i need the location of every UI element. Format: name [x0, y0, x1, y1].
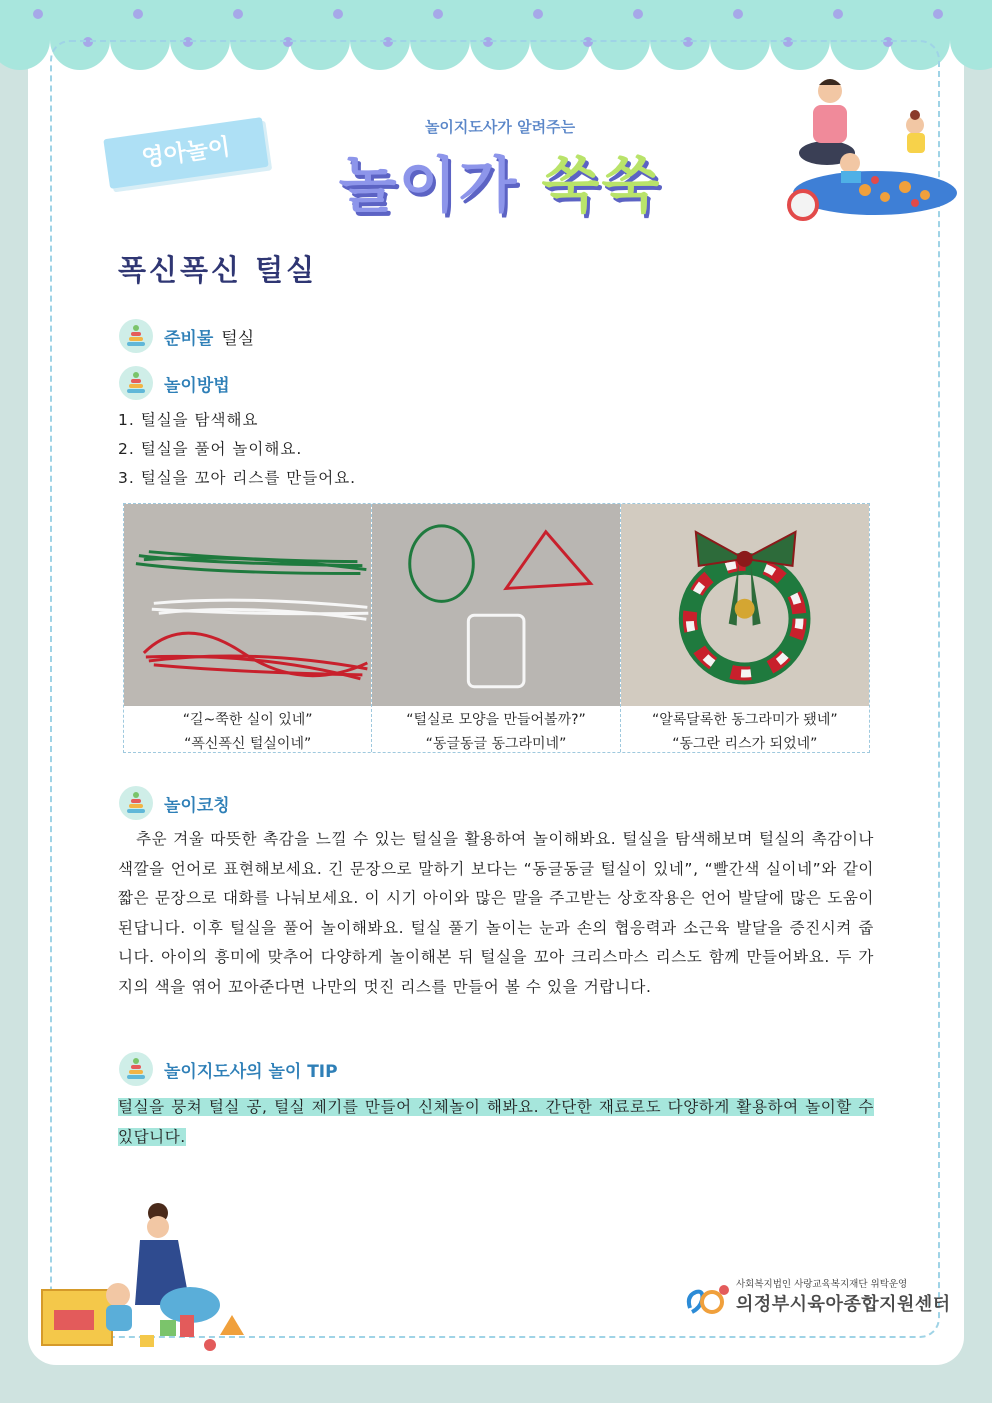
category-tag: 영아놀이 [103, 117, 268, 189]
wreath-photo [621, 504, 869, 706]
toy-stack-icon [118, 785, 154, 821]
photo-caption: “폭신폭신 털실이네” [184, 735, 312, 752]
yarn-strands-photo [124, 504, 371, 706]
photo-caption: “동글동글 동그라미네” [425, 735, 567, 752]
photo-cell [124, 504, 372, 752]
org-logo-icon [684, 1278, 732, 1318]
coaching-section [118, 785, 230, 821]
toy-stack-icon [118, 1051, 154, 1087]
footer-illustration [40, 1195, 250, 1365]
method-section [118, 365, 230, 401]
photo-caption: “털실로 모양을 만들어볼까?” [406, 711, 586, 728]
method-heading: 놀이방법 [164, 375, 230, 396]
method-step: 1. 털실을 탐색해요 [118, 411, 259, 429]
document-title: 폭신폭신 털실 [118, 253, 318, 287]
method-step: 3. 털실을 꼬아 리스를 만들어요. [118, 469, 357, 487]
coaching-body: 추운 겨울 따뜻한 촉감을 느낄 수 있는 털실을 활용하여 놀이해봐요. 털실을 탐색해보며 털실의 촉감이나 색깔을 언어로 표현해보세요. 긴 문장으로 말하기 보다는 “동글동글 털실이 있네”, “빨간색 실이네”와 같이 짧은 문장으로 대화를 나눠보세요. 이 시기 아이와 많은 말을 주고받는 상호작용은 언어 발달에 많은 도움이 된답니다. 이후 털실을 풀어 놀이해봐요. 털실 풀기 놀이는 눈과 손의 협응력과 소근육 발달을 증진시켜 줍니다. 아이의 흥미에 맞추어 다양하게 놀이해본 뒤 털실을 꼬아 크리스마스 리스도 함께 만들어봐요. 두 가지의 색을 엮어 꼬아준다면 나만의 멋진 리스를 만들어 볼 수 있을 거랍니다. [118, 830, 874, 996]
tip-heading: 놀이지도사의 놀이 TIP [164, 1061, 338, 1082]
org-name: 의정부시육아종합지원센터 [736, 1294, 951, 1315]
coaching-heading: 놀이코칭 [164, 795, 230, 816]
photo-table [123, 503, 870, 753]
photo-caption: “동그란 리스가 되었네” [672, 736, 818, 753]
toy-stack-icon [118, 318, 154, 354]
header-title-part1: 놀이가 [338, 151, 542, 221]
toy-stack-icon [118, 365, 154, 401]
tip-section [118, 1051, 338, 1087]
method-step: 2. 털실을 풀어 놀이해요. [118, 440, 303, 458]
footer-org [684, 1276, 951, 1316]
org-operator: 사회복지법인 사랑교육복지재단 위탁운영 [736, 1279, 908, 1290]
photo-caption: “길~쭉한 실이 있네” [182, 711, 313, 728]
materials-value: 털실 [221, 328, 255, 349]
tip-text [118, 1093, 874, 1152]
coaching-text [118, 825, 874, 1002]
materials-section [118, 318, 254, 354]
photo-caption: “알록달록한 동그라미가 됐네” [651, 712, 838, 729]
tip-body: 털실을 뭉쳐 털실 공, 털실 제기를 만들어 신체놀이 해봐요. 간단한 재료로도 다양하게 활용하여 놀이할 수 있답니다. [118, 1098, 874, 1146]
materials-heading: 준비물 [164, 328, 214, 349]
header-illustration [775, 75, 965, 225]
yarn-shapes-photo [372, 504, 619, 706]
photo-cell [621, 504, 869, 752]
method-steps [118, 406, 356, 493]
photo-cell [372, 504, 620, 752]
header-title [330, 138, 670, 224]
header-subtitle: 놀이지도사가 알려주는 [424, 118, 576, 136]
header-title-part2: 쑥쑥 [541, 151, 662, 221]
